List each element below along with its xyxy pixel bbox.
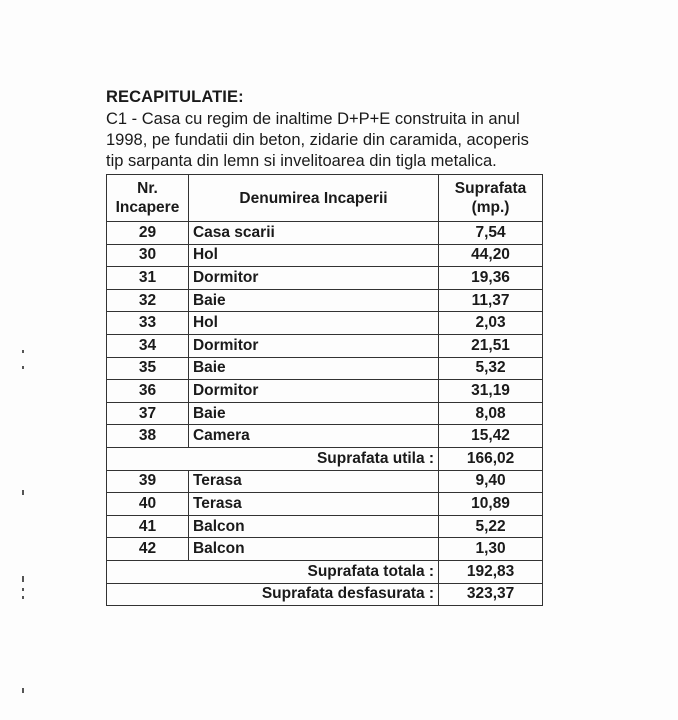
room-name-cell: Dormitor — [188, 267, 438, 290]
room-area-cell: 21,51 — [439, 334, 543, 357]
room-area-cell: 7,54 — [439, 222, 543, 245]
room-number-cell: 32 — [107, 289, 189, 312]
table-row — [107, 334, 543, 357]
room-number-cell: 31 — [107, 267, 189, 290]
room-area-cell: 2,03 — [439, 312, 543, 335]
room-name-cell: Terasa — [188, 470, 438, 493]
description-line: tip sarpanta din lemn si invelitoarea din tigla metalica. — [106, 152, 497, 170]
table-row — [107, 402, 543, 425]
room-number-cell: 42 — [107, 538, 189, 561]
room-number-cell: 33 — [107, 312, 189, 335]
room-name-cell: Hol — [188, 244, 438, 267]
room-name-cell: Terasa — [188, 493, 438, 516]
room-area-cell: 5,22 — [439, 515, 543, 538]
useful-area-row — [107, 447, 543, 470]
room-name-cell: Dormitor — [188, 334, 438, 357]
building-description — [106, 109, 566, 172]
header-room-number: Nr. Incapere — [107, 175, 189, 222]
table-row — [107, 289, 543, 312]
total-area-row-label: Suprafata totala : — [107, 560, 439, 583]
table-row — [107, 380, 543, 403]
table-row — [107, 222, 543, 245]
room-number-cell: 37 — [107, 402, 189, 425]
room-area-cell: 31,19 — [439, 380, 543, 403]
room-area-cell: 8,08 — [439, 402, 543, 425]
developed-area-row-label: Suprafata desfasurata : — [107, 583, 439, 606]
room-area-cell: 1,30 — [439, 538, 543, 561]
scan-mark — [22, 350, 24, 353]
room-area-cell: 5,32 — [439, 357, 543, 380]
scan-mark — [22, 588, 24, 591]
room-name-cell: Hol — [188, 312, 438, 335]
room-number-cell: 40 — [107, 493, 189, 516]
total-area-row — [107, 560, 543, 583]
scan-mark — [22, 576, 24, 582]
room-number-cell: 30 — [107, 244, 189, 267]
header-room-name: Denumirea Incaperii — [188, 175, 438, 222]
header-area: Suprafata (mp.) — [439, 175, 543, 222]
useful-area-row-value: 166,02 — [439, 447, 543, 470]
table-body — [107, 222, 543, 606]
table-header-row — [107, 175, 543, 222]
developed-area-row — [107, 583, 543, 606]
description-line: 1998, pe fundatii din beton, zidarie din caramida, acoperis — [106, 131, 529, 149]
scan-mark — [22, 490, 24, 495]
table-row — [107, 538, 543, 561]
room-name-cell: Baie — [188, 289, 438, 312]
room-name-cell: Baie — [188, 402, 438, 425]
room-number-cell: 39 — [107, 470, 189, 493]
developed-area-row-value: 323,37 — [439, 583, 543, 606]
room-area-cell: 9,40 — [439, 470, 543, 493]
scan-mark — [22, 688, 24, 693]
table-row — [107, 493, 543, 516]
room-area-cell: 15,42 — [439, 425, 543, 448]
scan-mark — [22, 596, 24, 599]
table-row — [107, 515, 543, 538]
room-name-cell: Casa scarii — [188, 222, 438, 245]
table-row — [107, 425, 543, 448]
table-row — [107, 244, 543, 267]
room-number-cell: 35 — [107, 357, 189, 380]
table-row — [107, 267, 543, 290]
room-number-cell: 41 — [107, 515, 189, 538]
room-name-cell: Balcon — [188, 515, 438, 538]
room-area-cell: 44,20 — [439, 244, 543, 267]
room-area-cell: 19,36 — [439, 267, 543, 290]
table-row — [107, 312, 543, 335]
room-name-cell: Camera — [188, 425, 438, 448]
description-line: C1 - Casa cu regim de inaltime D+P+E construita in anul — [106, 110, 520, 128]
room-area-cell: 10,89 — [439, 493, 543, 516]
table-row — [107, 470, 543, 493]
useful-area-row-label: Suprafata utila : — [107, 447, 439, 470]
room-number-cell: 29 — [107, 222, 189, 245]
room-name-cell: Dormitor — [188, 380, 438, 403]
total-area-row-value: 192,83 — [439, 560, 543, 583]
room-number-cell: 34 — [107, 334, 189, 357]
rooms-table — [106, 174, 543, 606]
room-number-cell: 36 — [107, 380, 189, 403]
room-number-cell: 38 — [107, 425, 189, 448]
document-heading: RECAPITULATIE: — [106, 88, 244, 106]
room-name-cell: Balcon — [188, 538, 438, 561]
room-name-cell: Baie — [188, 357, 438, 380]
room-area-cell: 11,37 — [439, 289, 543, 312]
table-row — [107, 357, 543, 380]
scan-mark — [22, 366, 24, 369]
